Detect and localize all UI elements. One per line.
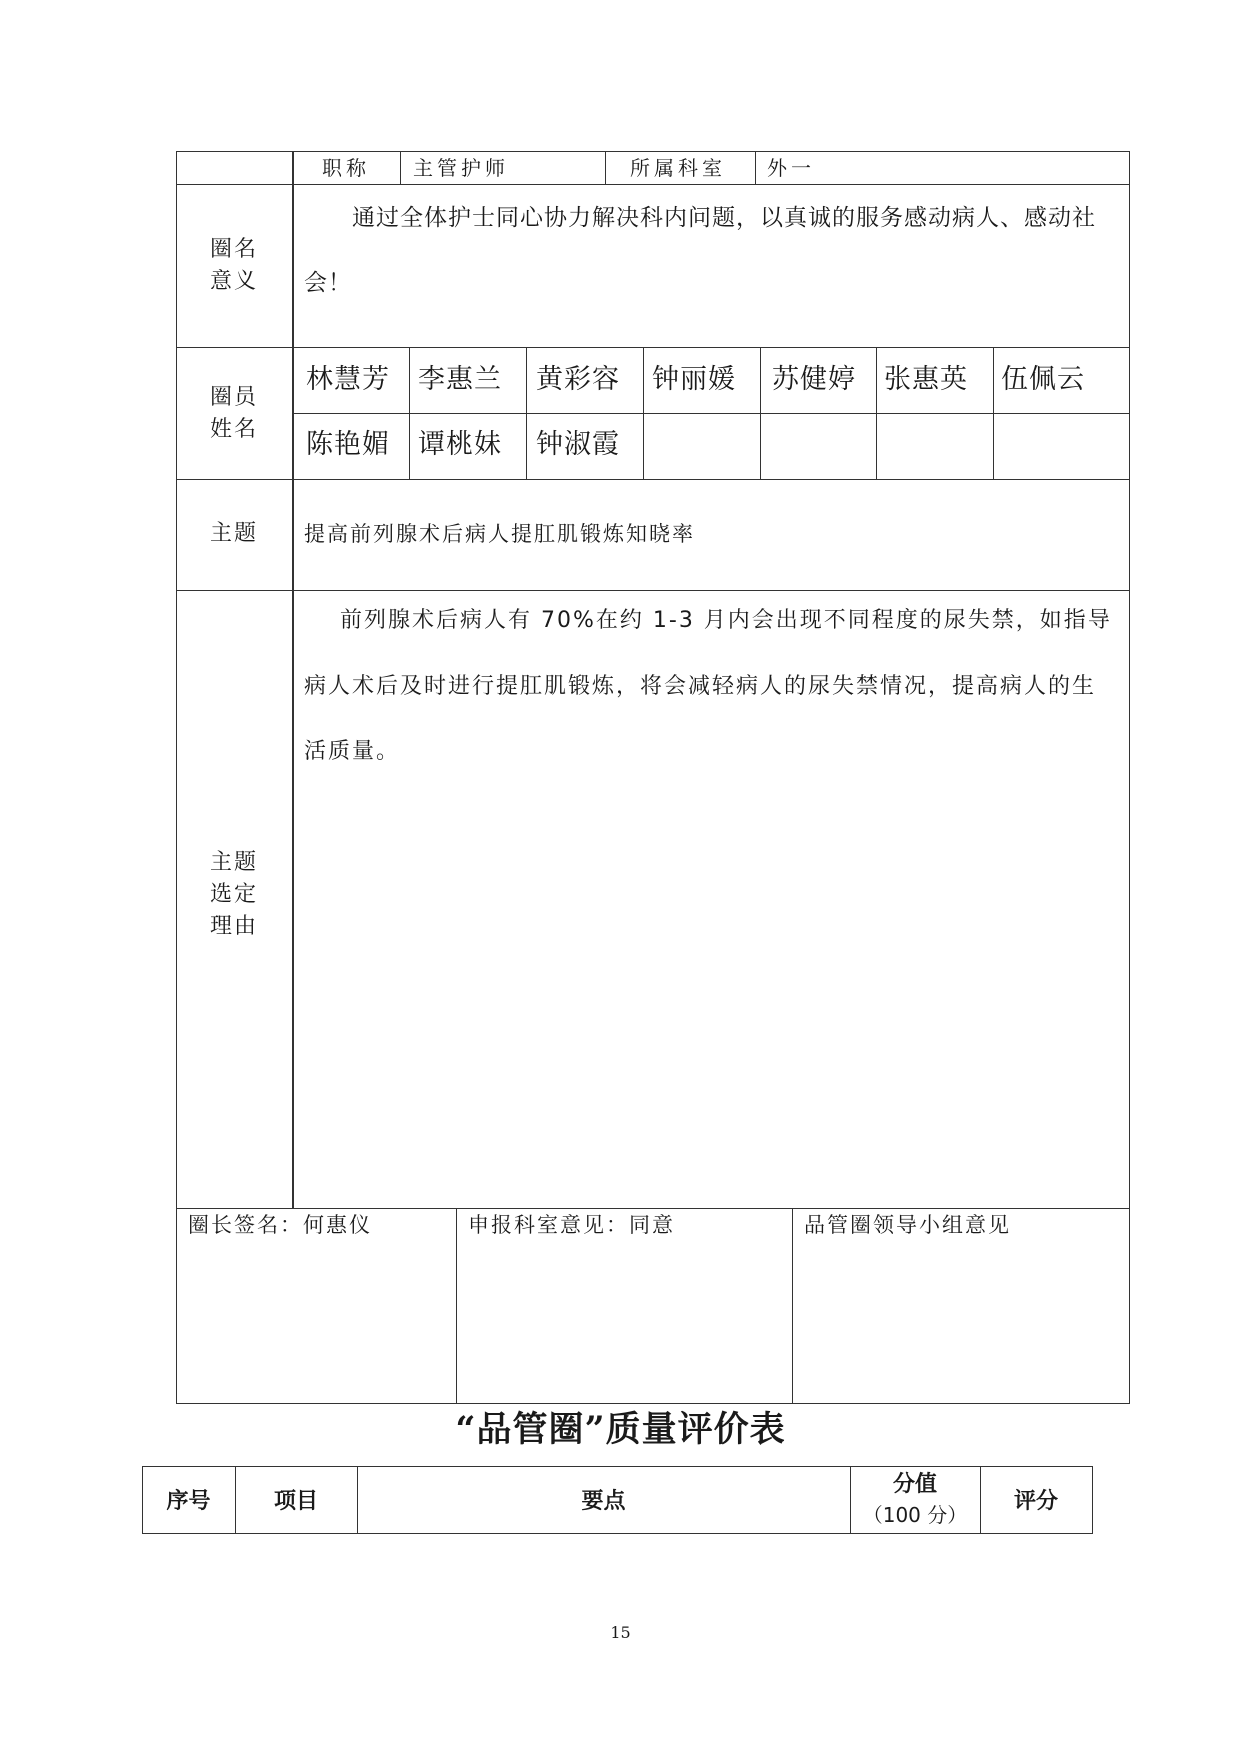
reason-text-line1: 前列腺术后病人有 70%在约 1-3 月内会出现不同程度的尿失禁，如指导 (340, 608, 1112, 633)
group-opinion: 品管圈领导小组意见 (804, 1213, 1011, 1237)
member-name: 李惠兰 (418, 364, 502, 395)
eval-header-item: 项目 (273, 1489, 318, 1514)
theme-value: 提高前列腺术后病人提肛肌锻炼知晓率 (304, 522, 695, 546)
members-label (176, 382, 292, 446)
circle-meaning-label-line1: 圈名 (209, 237, 258, 262)
eval-header-score: 评分 (1013, 1489, 1058, 1514)
theme-label: 主题 (209, 521, 258, 546)
eval-header-seq: 序号 (166, 1489, 211, 1514)
dept-label: 所属科室 (630, 156, 726, 180)
member-name: 陈艳媚 (306, 429, 390, 460)
dept-opinion: 申报科室意见：同意 (468, 1213, 675, 1237)
title-label: 职称 (322, 156, 370, 180)
member-name: 钟丽媛 (652, 364, 736, 395)
circle-meaning-label (176, 234, 292, 298)
title-value: 主管护师 (413, 156, 509, 180)
dept-value: 外一 (767, 156, 815, 180)
eval-table-title: “品管圈”质量评价表 (455, 1409, 786, 1450)
member-name: 谭桃妹 (418, 429, 502, 460)
member-name: 苏健婷 (772, 364, 856, 395)
members-label-line1: 圈员 (209, 385, 258, 410)
member-name: 张惠英 (884, 364, 968, 395)
reason-label-line2: 选定 (209, 882, 258, 907)
circle-meaning-label-line2: 意义 (209, 269, 258, 294)
leader-signature: 圈长签名：何惠仪 (188, 1213, 372, 1237)
reason-label-line3: 理由 (209, 914, 258, 939)
reason-text-line3: 活质量。 (304, 739, 401, 764)
circle-meaning-text-line2: 会！ (304, 270, 352, 296)
reason-text-line2: 病人术后及时进行提肛肌锻炼，将会减轻病人的尿失禁情况，提高病人的生 (304, 674, 1097, 699)
eval-header-points: 要点 (581, 1489, 626, 1514)
eval-header-score-value-line1: 分值 (892, 1471, 937, 1497)
eval-header-score-value (850, 1466, 980, 1533)
page-number: 15 (610, 1623, 631, 1642)
member-name: 钟淑霞 (536, 429, 620, 460)
reason-label-line1: 主题 (209, 850, 258, 875)
member-name: 林慧芳 (306, 364, 390, 395)
reason-label (176, 847, 292, 943)
member-name: 伍佩云 (1001, 364, 1085, 395)
circle-meaning-text-line1: 通过全体护士同心协力解决科内问题，以真诚的服务感动病人、感动社 (352, 205, 1096, 231)
member-name: 黄彩容 (536, 364, 620, 395)
members-label-line2: 姓名 (209, 417, 258, 442)
eval-header-score-value-line2: （100 分） (862, 1502, 968, 1527)
